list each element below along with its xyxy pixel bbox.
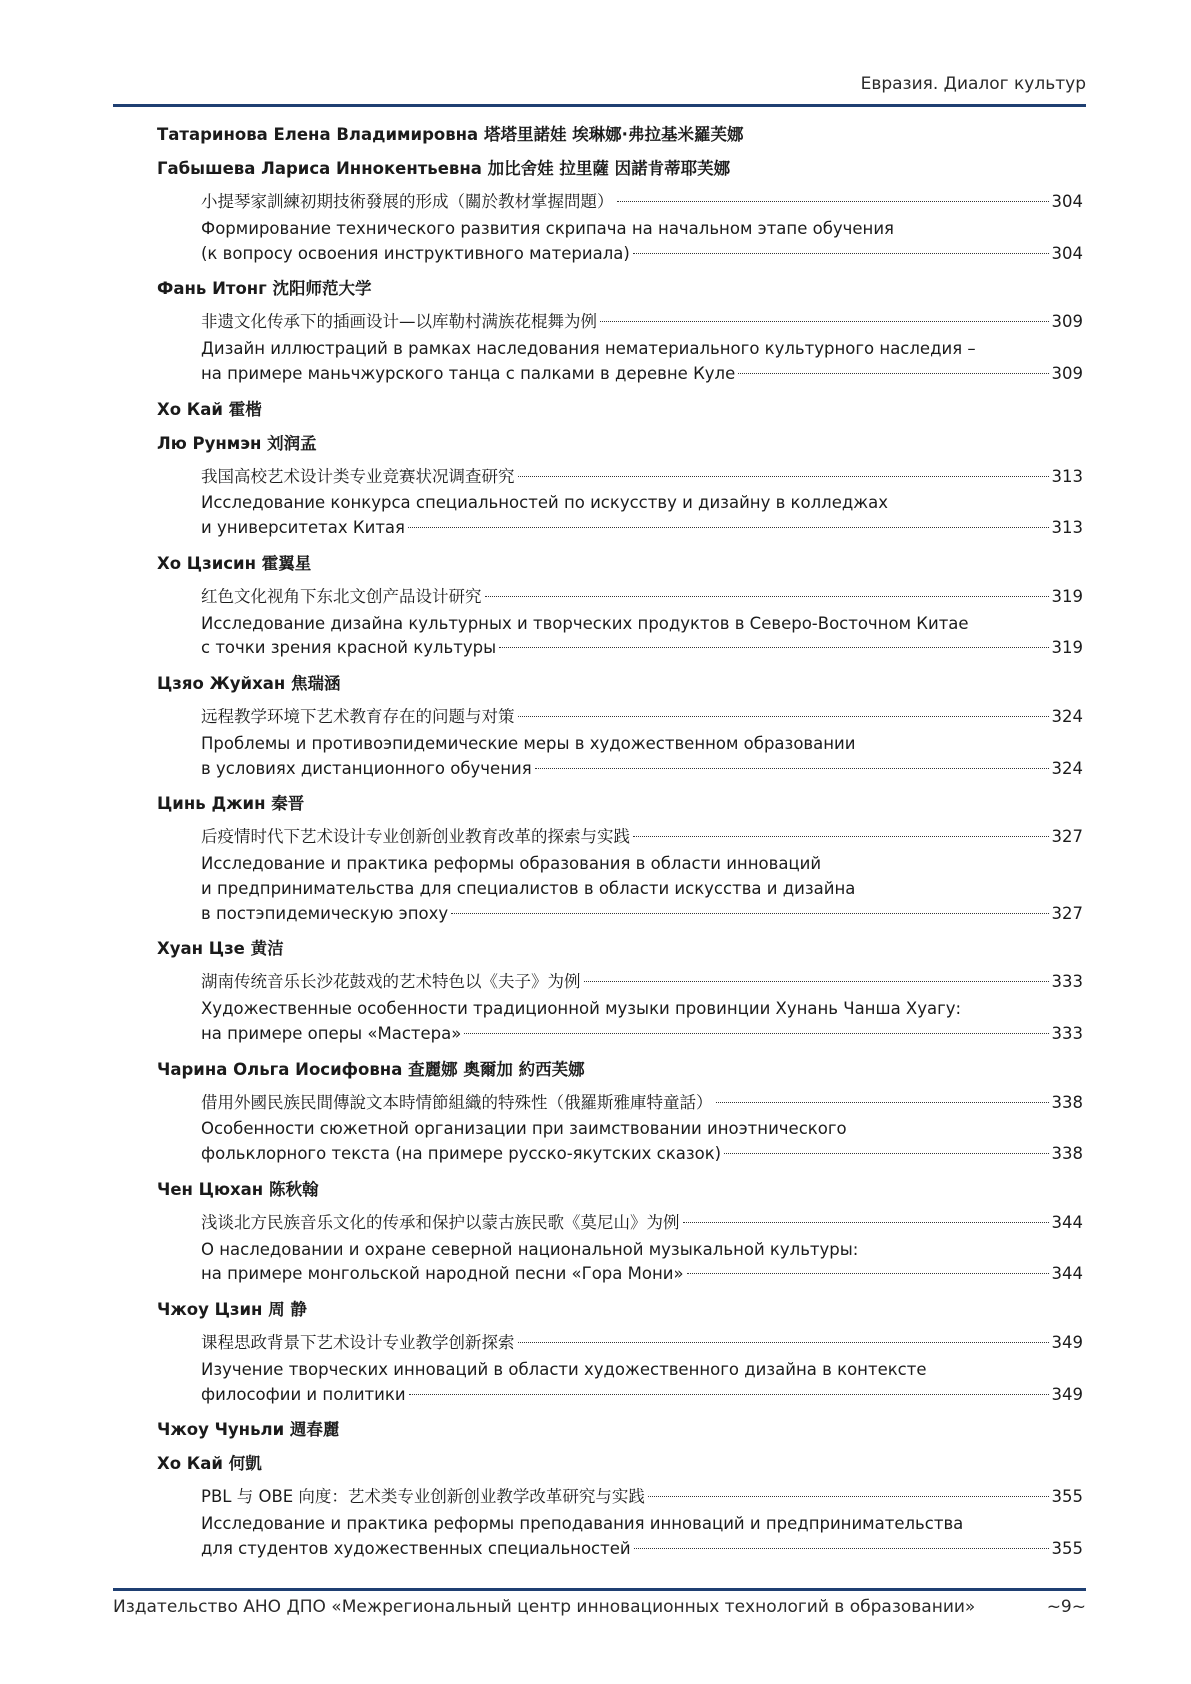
toc-entry-group xyxy=(157,186,1083,272)
entry-page-number: 327 xyxy=(1051,827,1083,847)
dot-leader xyxy=(535,768,1049,769)
toc-author: Хо Цзисин 霍翼星 xyxy=(157,553,312,573)
entry-title-line: 我国高校艺术设计类专业竞赛状况调查研究 xyxy=(201,466,515,486)
toc-entry[interactable] xyxy=(201,491,1083,541)
toc-entry[interactable] xyxy=(201,310,1083,335)
entry-page-number: 327 xyxy=(1051,903,1083,923)
dot-leader xyxy=(716,1102,1049,1103)
dot-leader xyxy=(408,527,1049,528)
toc-entry[interactable] xyxy=(201,1211,1083,1236)
entry-page-number: 319 xyxy=(1051,586,1083,606)
entry-last-line xyxy=(201,190,1083,215)
entry-title-line: Изучение творческих инноваций в области художественного дизайна в контексте xyxy=(201,1359,927,1379)
entry-page-number: 324 xyxy=(1051,758,1083,778)
toc-author: Цзяо Жуйхан 焦瑞涵 xyxy=(157,674,341,693)
publisher-text: Издательство АНО ДПО «Межрегиональный центр инновационных технологий в образовании» xyxy=(113,1597,976,1617)
dot-leader xyxy=(451,913,1048,914)
dot-leader xyxy=(485,596,1049,597)
toc-entry[interactable] xyxy=(201,970,1083,995)
entry-last-line xyxy=(201,310,1083,335)
entry-page-number: 319 xyxy=(1051,638,1083,658)
entry-title-line: 借用外國民族民間傳說文本時情節組織的特殊性（俄羅斯雅庫特童話） xyxy=(201,1092,713,1112)
entry-title-line: 小提琴家訓練初期技術發展的形成（關於教材掌握問題） xyxy=(201,192,614,211)
entry-title-line: Исследование и практика реформы преподавания инноваций и предпринимательства xyxy=(201,1514,964,1533)
entry-last-line xyxy=(201,902,1083,927)
toc-author: Чжоу Цзин 周 静 xyxy=(157,1300,307,1319)
entry-page-number: 324 xyxy=(1051,707,1083,726)
entry-title-line: Исследование конкурса специальностей по искусству и дизайну в колледжах xyxy=(201,493,889,513)
entry-title-line: PBL 与 OBE 向度：艺术类专业创新创业教学改革研究与实践 xyxy=(201,1487,645,1507)
dot-leader xyxy=(738,373,1048,374)
entry-last-line xyxy=(201,585,1083,610)
entry-title-line: 湖南传统音乐长沙花鼓戏的艺术特色以《夫子》为例 xyxy=(201,972,581,992)
entry-title-line: Формирование технического развития скрипача на начальном этапе обучения xyxy=(201,218,894,238)
dot-leader xyxy=(518,716,1049,717)
entry-title-line: Особенности сюжетной организации при заимствовании иноэтнического xyxy=(201,1119,847,1139)
entry-title-line: 远程教学环境下艺术教育存在的问题与对策 xyxy=(201,707,515,726)
dot-leader xyxy=(518,1342,1049,1343)
entry-last-line xyxy=(201,1537,1083,1562)
toc-author: Хо Кай 何凱 xyxy=(157,1454,262,1474)
toc-entry-group xyxy=(157,1087,1083,1173)
entry-page-number: 355 xyxy=(1051,1487,1083,1507)
entry-page-number: 344 xyxy=(1051,1212,1083,1232)
entry-title-line: в условиях дистанционного обучения xyxy=(201,758,532,778)
toc-entry[interactable] xyxy=(201,1485,1083,1510)
entry-title-line: Исследование дизайна культурных и творческих продуктов в Северо-Восточном Китае xyxy=(201,613,969,633)
toc-entry[interactable] xyxy=(201,612,1083,662)
entry-page-number: 333 xyxy=(1051,972,1083,992)
running-title: Евразия. Диалог культур xyxy=(860,74,1086,94)
entry-title-line: 后疫情时代下艺术设计专业创新创业教育改革的探索与实践 xyxy=(201,827,630,847)
entry-page-number: 355 xyxy=(1051,1538,1083,1558)
entry-page-number: 313 xyxy=(1051,518,1083,537)
toc-entry[interactable] xyxy=(201,337,1083,387)
entry-last-line xyxy=(201,516,1083,541)
entry-last-line xyxy=(201,1091,1083,1116)
entry-last-line xyxy=(201,757,1083,782)
entry-page-number: 344 xyxy=(1051,1264,1083,1284)
entry-page-number: 304 xyxy=(1051,192,1083,211)
entry-title-line: Проблемы и противоэпидемические меры в художественном образовании xyxy=(201,733,856,753)
entry-page-number: 338 xyxy=(1051,1144,1083,1163)
toc-entry[interactable] xyxy=(201,1091,1083,1116)
toc-entry[interactable] xyxy=(201,732,1083,782)
dot-leader xyxy=(617,201,1049,202)
page-header xyxy=(113,74,1086,104)
dot-leader xyxy=(634,1548,1049,1549)
page-footer xyxy=(113,1597,1086,1623)
entry-title-line: (к вопросу освоения инструктивного материала) xyxy=(201,243,630,263)
toc-entry[interactable] xyxy=(201,705,1083,730)
entry-page-number: 333 xyxy=(1051,1023,1083,1043)
toc-entry[interactable] xyxy=(201,585,1083,610)
entry-page-number: 349 xyxy=(1051,1384,1083,1404)
toc-author: Цинь Джин 秦晋 xyxy=(157,794,305,814)
toc-author: Хуан Цзе 黄洁 xyxy=(157,939,284,959)
dot-leader xyxy=(409,1394,1049,1395)
toc-entry-group xyxy=(157,581,1083,667)
dot-leader xyxy=(464,1033,1048,1034)
toc-entry[interactable] xyxy=(201,825,1083,850)
table-of-contents xyxy=(157,118,1083,1568)
entry-page-number: 304 xyxy=(1051,243,1083,263)
entry-last-line xyxy=(201,1331,1083,1356)
dot-leader xyxy=(683,1222,1049,1223)
entry-last-line xyxy=(201,1211,1083,1236)
toc-entry-group xyxy=(157,821,1083,932)
entry-last-line xyxy=(201,705,1083,730)
toc-entry[interactable] xyxy=(201,465,1083,490)
entry-title-line: 非遗文化传承下的插画设计—以库勒村满族花棍舞为例 xyxy=(201,312,597,332)
entry-last-line xyxy=(201,362,1083,387)
dot-leader xyxy=(584,981,1049,982)
entry-title-line: О наследовании и охране северной национальной музыкальной культуры: xyxy=(201,1239,859,1259)
header-rule xyxy=(113,104,1086,107)
toc-entry-group xyxy=(157,306,1083,392)
entry-title-line: Дизайн иллюстраций в рамках наследования нематериального культурного наследия – xyxy=(201,339,976,358)
toc-author: Чарина Ольга Иосифовна 查麗娜 奧爾加 約西芙娜 xyxy=(157,1059,585,1079)
entry-title-line: 课程思政背景下艺术设计专业教学创新探索 xyxy=(201,1333,515,1352)
entry-last-line xyxy=(201,970,1083,995)
page-number: ~9~ xyxy=(1046,1597,1086,1617)
entry-last-line xyxy=(201,1485,1083,1510)
dot-leader xyxy=(633,253,1049,254)
toc-entry[interactable] xyxy=(201,1512,1083,1562)
toc-author: Фань Итонг 沈阳师范大学 xyxy=(157,279,372,299)
entry-page-number: 313 xyxy=(1051,466,1083,486)
toc-entry[interactable] xyxy=(201,1358,1083,1408)
entry-last-line xyxy=(201,1022,1083,1047)
entry-last-line xyxy=(201,465,1083,490)
toc-entry[interactable] xyxy=(201,1331,1083,1356)
toc-author: Хо Кай 霍楷 xyxy=(157,399,262,419)
dot-leader xyxy=(648,1496,1049,1497)
dot-leader xyxy=(724,1153,1048,1154)
toc-author: Татаринова Елена Владимировна 塔塔里諾娃 埃琳娜·弗拉基米羅芙娜 xyxy=(157,125,744,144)
toc-entry[interactable] xyxy=(201,1238,1083,1288)
dot-leader xyxy=(687,1273,1049,1274)
entry-page-number: 338 xyxy=(1051,1092,1083,1112)
entry-title-line: 红色文化视角下东北文创产品设计研究 xyxy=(201,586,482,606)
dot-leader xyxy=(518,476,1049,477)
toc-entry-group xyxy=(157,1327,1083,1413)
entry-title-line: на примере оперы «Мастера» xyxy=(201,1023,462,1043)
toc-author: Чен Цюхан 陈秋翰 xyxy=(157,1179,319,1199)
toc-entry[interactable] xyxy=(201,1117,1083,1167)
toc-author: Чжоу Чуньли 週春麗 xyxy=(157,1420,340,1440)
entry-last-line xyxy=(201,242,1083,267)
dot-leader xyxy=(633,836,1049,837)
toc-entry[interactable] xyxy=(201,190,1083,215)
footer-rule xyxy=(113,1588,1086,1591)
toc-author: Габышева Лариса Иннокентьевна 加比舍娃 拉里薩 因諾肯蒂耶芙娜 xyxy=(157,159,731,178)
toc-author: Лю Рунмэн 刘润孟 xyxy=(157,433,317,453)
entry-title-line: Художественные особенности традиционной музыки провинции Хунань Чанша Хуагу: xyxy=(201,999,962,1018)
toc-entry-group xyxy=(157,701,1083,787)
entry-title-line: и предпринимательства для специалистов в области искусства и дизайна xyxy=(201,878,856,898)
entry-title-line: Исследование и практика реформы образования в области инноваций xyxy=(201,854,822,873)
entry-last-line xyxy=(201,1262,1083,1287)
entry-title-line: философии и политики xyxy=(201,1384,406,1404)
entry-page-number: 349 xyxy=(1051,1333,1083,1352)
entry-last-line xyxy=(201,636,1083,661)
toc-entry-group xyxy=(157,1481,1083,1567)
toc-entry[interactable] xyxy=(201,997,1083,1047)
toc-entry[interactable] xyxy=(201,852,1083,926)
toc-entry[interactable] xyxy=(201,217,1083,267)
entry-page-number: 309 xyxy=(1051,363,1083,383)
entry-page-number: 309 xyxy=(1051,312,1083,332)
entry-title-line: в постэпидемическую эпоху xyxy=(201,903,449,923)
dot-leader xyxy=(499,647,1048,648)
toc-entry-group xyxy=(157,461,1083,547)
entry-title-line: 浅谈北方民族音乐文化的传承和保护以蒙古族民歌《莫尼山》为例 xyxy=(201,1212,680,1232)
entry-last-line xyxy=(201,1383,1083,1408)
entry-title-line: для студентов художественных специальностей xyxy=(201,1538,631,1558)
entry-title-line: и университетах Китая xyxy=(201,518,405,537)
entry-last-line xyxy=(201,1142,1083,1167)
entry-title-line: с точки зрения красной культуры xyxy=(201,638,497,658)
dot-leader xyxy=(600,321,1049,322)
entry-title-line: фольклорного текста (на примере русско-якутских сказок) xyxy=(201,1144,722,1163)
entry-title-line: на примере монгольской народной песни «Гора Мони» xyxy=(201,1264,684,1284)
toc-entry-group xyxy=(157,1207,1083,1293)
entry-title-line: на примере маньчжурского танца с палками в деревне Куле xyxy=(201,363,736,383)
toc-entry-group xyxy=(157,966,1083,1052)
entry-last-line xyxy=(201,825,1083,850)
